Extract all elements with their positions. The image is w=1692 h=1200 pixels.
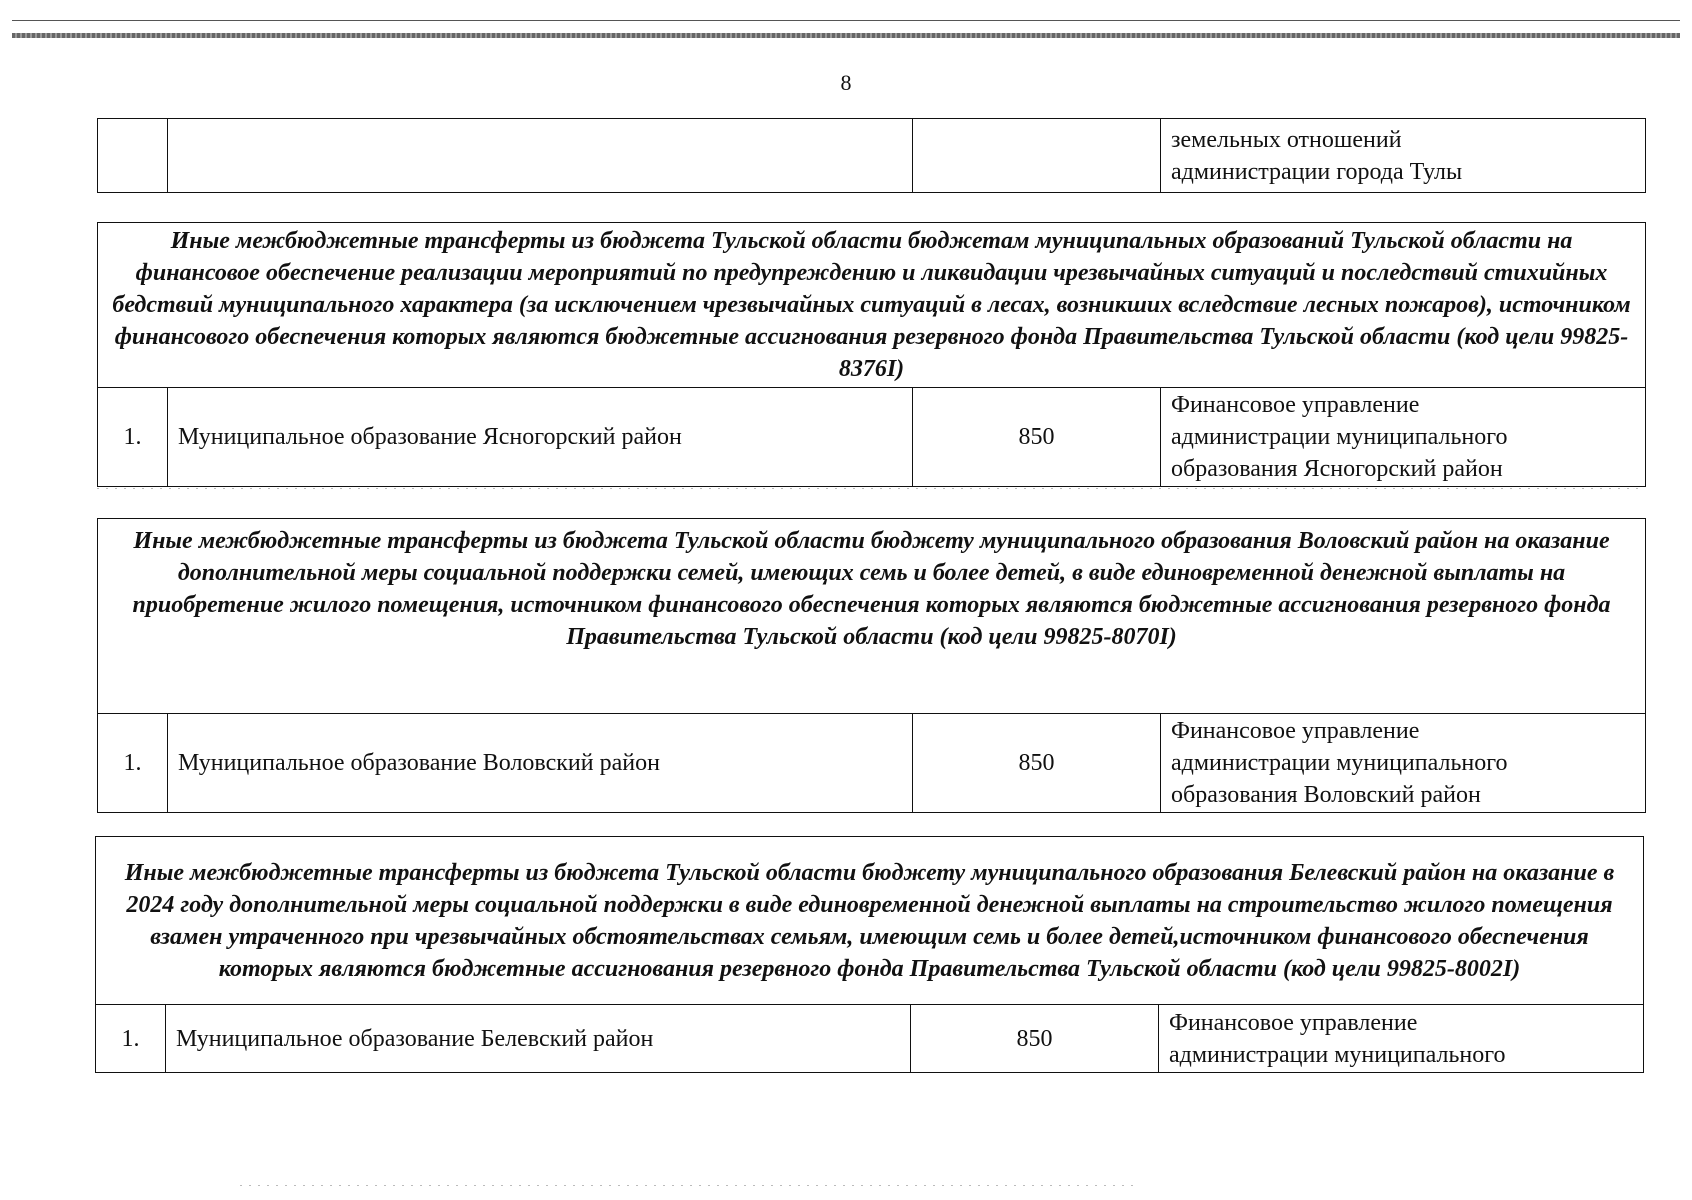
org-cell: [1161, 119, 1646, 193]
org-line: образования Воловский район: [1171, 782, 1481, 808]
municipality-name: Муниципальное образование Ясногорский район: [168, 388, 913, 487]
code-cell: [913, 119, 1161, 193]
row-number: 1.: [96, 1005, 166, 1073]
section-heading: Иные межбюджетные трансферты из бюджета Тульской области бюджетам муниципальных образований Тульской области на финансовое обеспечение реализации мероприятий по предупреждению и ликвидации чрезвычайных ситуаций и последствий стихийных бедствий муниципального характера (за исключением чрезвычайных ситуаций в лесах, возникших вследствие лесных пожаров), источником финансового обеспечения которых являются бюджетные ассигнования резервного фонда Правительства Тульской области (код цели 99825-8376I): [98, 223, 1646, 388]
continuation-table: [97, 118, 1646, 193]
name-cell: [168, 119, 913, 193]
section-heading: Иные межбюджетные трансферты из бюджета Тульской области бюджету муниципального образования Белевский район на оказание в 2024 году дополнительной меры социальной поддержки в виде единовременной денежной выплаты на строительство жилого помещения взамен утраченного при чрезвычайных обстоятельствах семьям, имеющим семь и более детей,источником финансового обеспечения которых являются бюджетные ассигнования резервного фонда Правительства Тульской области (код цели 99825-8002I): [96, 837, 1644, 1005]
section-table: [95, 836, 1644, 1073]
administrator-cell: [1161, 714, 1646, 813]
num-cell: [98, 119, 168, 193]
section-heading-row: [98, 519, 1646, 714]
section-table: [97, 518, 1646, 813]
scan-noise: [97, 488, 1645, 489]
org-line: Финансовое управление: [1169, 1009, 1418, 1036]
table-row: [98, 714, 1646, 813]
municipality-name: Муниципальное образование Воловский район: [168, 714, 913, 813]
org-line: администрации муниципального: [1171, 750, 1508, 776]
org-line: Финансовое управление: [1171, 718, 1420, 744]
budget-code: 850: [913, 388, 1161, 487]
table-row: [96, 1005, 1644, 1073]
section-heading-row: [96, 837, 1644, 1005]
scan-noise: [240, 1185, 1140, 1186]
org-line: администрации города Тулы: [1171, 158, 1463, 185]
org-line: администрации муниципального: [1169, 1041, 1506, 1068]
table-row: [98, 119, 1646, 193]
section-heading: Иные межбюджетные трансферты из бюджета Тульской области бюджету муниципального образования Воловский район на оказание дополнительной меры социальной поддержки семей, имеющих семь и более детей, в виде единовременной денежной выплаты на приобретение жилого помещения, источником финансового обеспечения которых являются бюджетные ассигнования резервного фонда Правительства Тульской области (код цели 99825-8070I): [98, 519, 1646, 714]
section-table: [97, 222, 1646, 487]
row-number: 1.: [98, 388, 168, 487]
budget-code: 850: [911, 1005, 1159, 1073]
municipality-name: Муниципальное образование Белевский район: [166, 1005, 911, 1073]
scan-top-line: [12, 20, 1680, 21]
org-line: образования Ясногорский район: [1171, 456, 1503, 482]
administrator-cell: [1159, 1005, 1644, 1073]
org-line: администрации муниципального: [1171, 424, 1508, 450]
page-number: 8: [840, 70, 852, 95]
table-row: [98, 388, 1646, 487]
budget-code: 850: [913, 714, 1161, 813]
administrator-cell: [1161, 388, 1646, 487]
row-number: 1.: [98, 714, 168, 813]
section-heading-row: [98, 223, 1646, 388]
org-line: Финансовое управление: [1171, 392, 1420, 418]
org-line: земельных отношений: [1171, 126, 1402, 153]
scan-top-band: [12, 33, 1680, 38]
